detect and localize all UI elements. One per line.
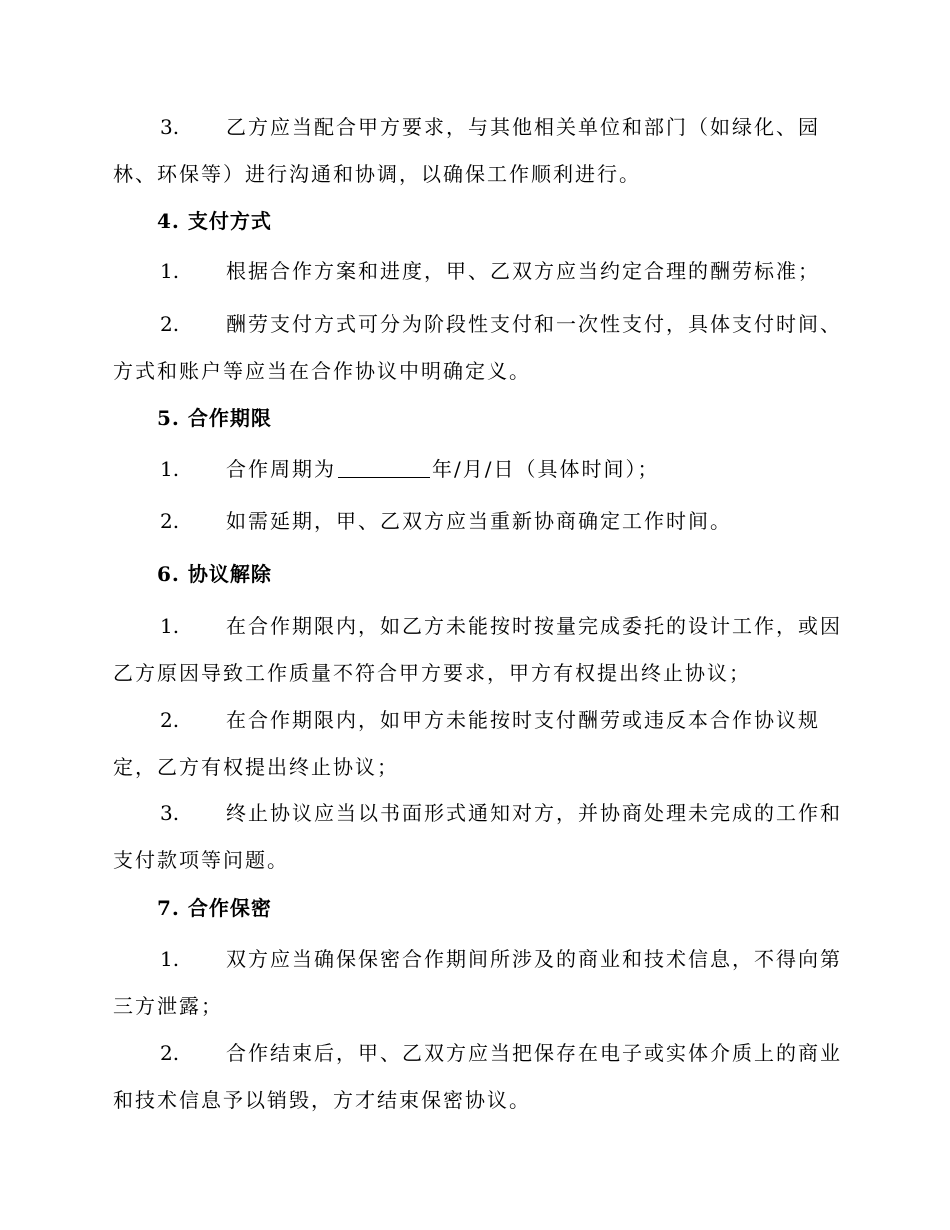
clause-text-line1: 根据合作方案和进度，甲、乙双方应当约定合理的酬劳标准；	[226, 259, 820, 283]
clause-number: 1.	[160, 947, 180, 971]
clause-number: 2.	[160, 1041, 180, 1065]
clause-number: 2.	[160, 509, 180, 533]
clause-text-line2: 支付款项等问题。	[113, 848, 289, 872]
clause-text-line1: 终止协议应当以书面形式通知对方，并协商处理未完成的工作和	[226, 801, 842, 825]
clause-text-post: 年/月/日（具体时间）；	[432, 457, 660, 481]
clause-text-line2: 林、环保等）进行沟通和协调，以确保工作顺利进行。	[113, 162, 641, 186]
clause-6-1	[113, 603, 842, 697]
clause-text-line2: 和技术信息予以销毁，方才结束保密协议。	[113, 1088, 531, 1112]
clause-number: 3.	[160, 801, 180, 825]
clause-text-line1: 合作结束后，甲、乙双方应当把保存在电子或实体介质上的商业	[226, 1041, 842, 1065]
clause-number: 1.	[160, 614, 180, 638]
clause-text-line1: 在合作期限内，如乙方未能按时按量完成委托的设计工作，或因	[226, 614, 842, 638]
clause-7-1	[113, 936, 842, 1030]
clause-text-pre: 合作周期为	[226, 457, 336, 481]
clause-6-3	[113, 790, 842, 884]
clause-7-2	[113, 1030, 842, 1124]
clause-number: 1.	[160, 259, 180, 283]
clause-number: 2.	[160, 312, 180, 336]
clause-text-line1: 酬劳支付方式可分为阶段性支付和一次性支付，具体支付时间、	[226, 312, 842, 336]
clause-text-line2: 定，乙方有权提出终止协议；	[113, 755, 399, 779]
clause-text-line1: 双方应当确保保密合作期间所涉及的商业和技术信息，不得向第	[226, 947, 842, 971]
clause-text-line2: 乙方原因导致工作质量不符合甲方要求，甲方有权提出终止协议；	[113, 661, 751, 685]
clause-number: 3.	[160, 115, 180, 139]
clause-number: 2.	[160, 708, 180, 732]
section-heading-payment: 4. 支付方式	[157, 209, 272, 233]
clause-5-1	[113, 446, 833, 493]
clause-text-line2: 三方泄露；	[113, 994, 223, 1018]
clause-3-1-3	[113, 104, 833, 198]
clause-6-2	[113, 697, 833, 791]
clause-text-line1: 如需延期，甲、乙双方应当重新协商确定工作时间。	[226, 509, 732, 533]
clause-4-2	[113, 301, 842, 395]
clause-5-2	[113, 498, 833, 545]
fill-in-blank	[338, 476, 430, 478]
clause-text-line2: 方式和账户等应当在合作协议中明确定义。	[113, 359, 531, 383]
section-heading-termination: 6. 协议解除	[157, 562, 272, 586]
clause-text-line1: 在合作期限内，如甲方未能按时支付酬劳或违反本合作协议规	[226, 708, 820, 732]
clause-text-line1: 乙方应当配合甲方要求，与其他相关单位和部门（如绿化、园	[226, 115, 820, 139]
section-heading-term: 5. 合作期限	[157, 406, 272, 430]
clause-number: 1.	[160, 457, 180, 481]
clause-4-1	[113, 248, 833, 295]
section-heading-confidentiality: 7. 合作保密	[157, 896, 272, 920]
